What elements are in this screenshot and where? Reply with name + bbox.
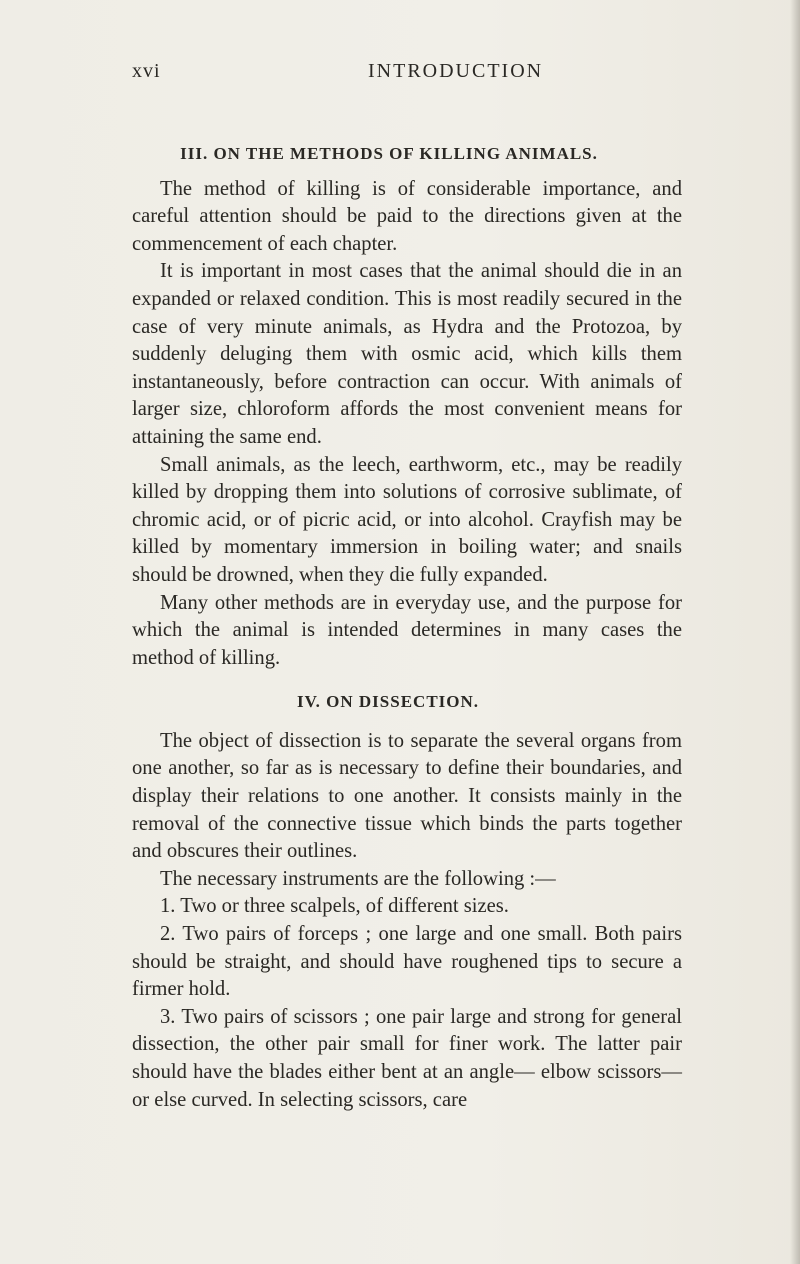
paragraph: Small animals, as the leech, earthworm, etc., may be readily killed by dropping them into solutions of corrosive sublimate, of chromic acid, or of picric acid, or into alcohol. Crayfish may be killed by momentary immersion in boiling water; and snails should be drowned, when they die fully expanded. xyxy=(132,453,682,586)
section-heading-dissection: IV. ON DISSECTION. xyxy=(296,692,480,712)
paragraph: It is important in most cases that the animal should die in an expanded or relaxed condition. This is most readily secured in the case of very minute animals, as Hydra and the Protozoa, by suddenly deluging them with osmic acid, which kills them instantaneously, before contraction can occur. With animals of larger size, chloroform affords the most convenient means for attaining the same end. xyxy=(132,260,682,448)
list-item: 3. Two pairs of scissors ; one pair large and strong for general dissection, the other pair small for finer work. The latter pair should have the blades either bent at an angle— elbow scissors—or else curved. In selecting scissors, care xyxy=(132,1005,682,1111)
page-edge-shadow xyxy=(790,0,800,1264)
paragraph: The method of killing is of considerable importance, and careful attention should be paid to the directions given at the commencement of each chapter. xyxy=(132,177,682,255)
body-text xyxy=(132,140,682,1114)
running-title: INTRODUCTION xyxy=(368,60,544,82)
running-head xyxy=(132,60,682,90)
list-item: 1. Two or three scalpels, of different sizes. xyxy=(160,895,509,918)
paragraph: Many other methods are in everyday use, and the purpose for which the animal is intended determines in many cases the method of killing. xyxy=(132,591,682,669)
section-heading-killing: III. ON THE METHODS OF KILLING ANIMALS. xyxy=(180,144,598,163)
page-number: xvi xyxy=(132,60,161,82)
paragraph: The object of dissection is to separate the several organs from one another, so far as is necessary to define their boundaries, and display their relations to one another. It consists mainly in the removal of the connective tissue which binds the parts together and obscures their outlines. xyxy=(132,729,682,863)
paragraph: The necessary instruments are the following :— xyxy=(160,867,556,890)
list-item: 2. Two pairs of forceps ; one large and one small. Both pairs should be straight, and should have roughened tips to secure a firmer hold. xyxy=(132,923,682,1001)
